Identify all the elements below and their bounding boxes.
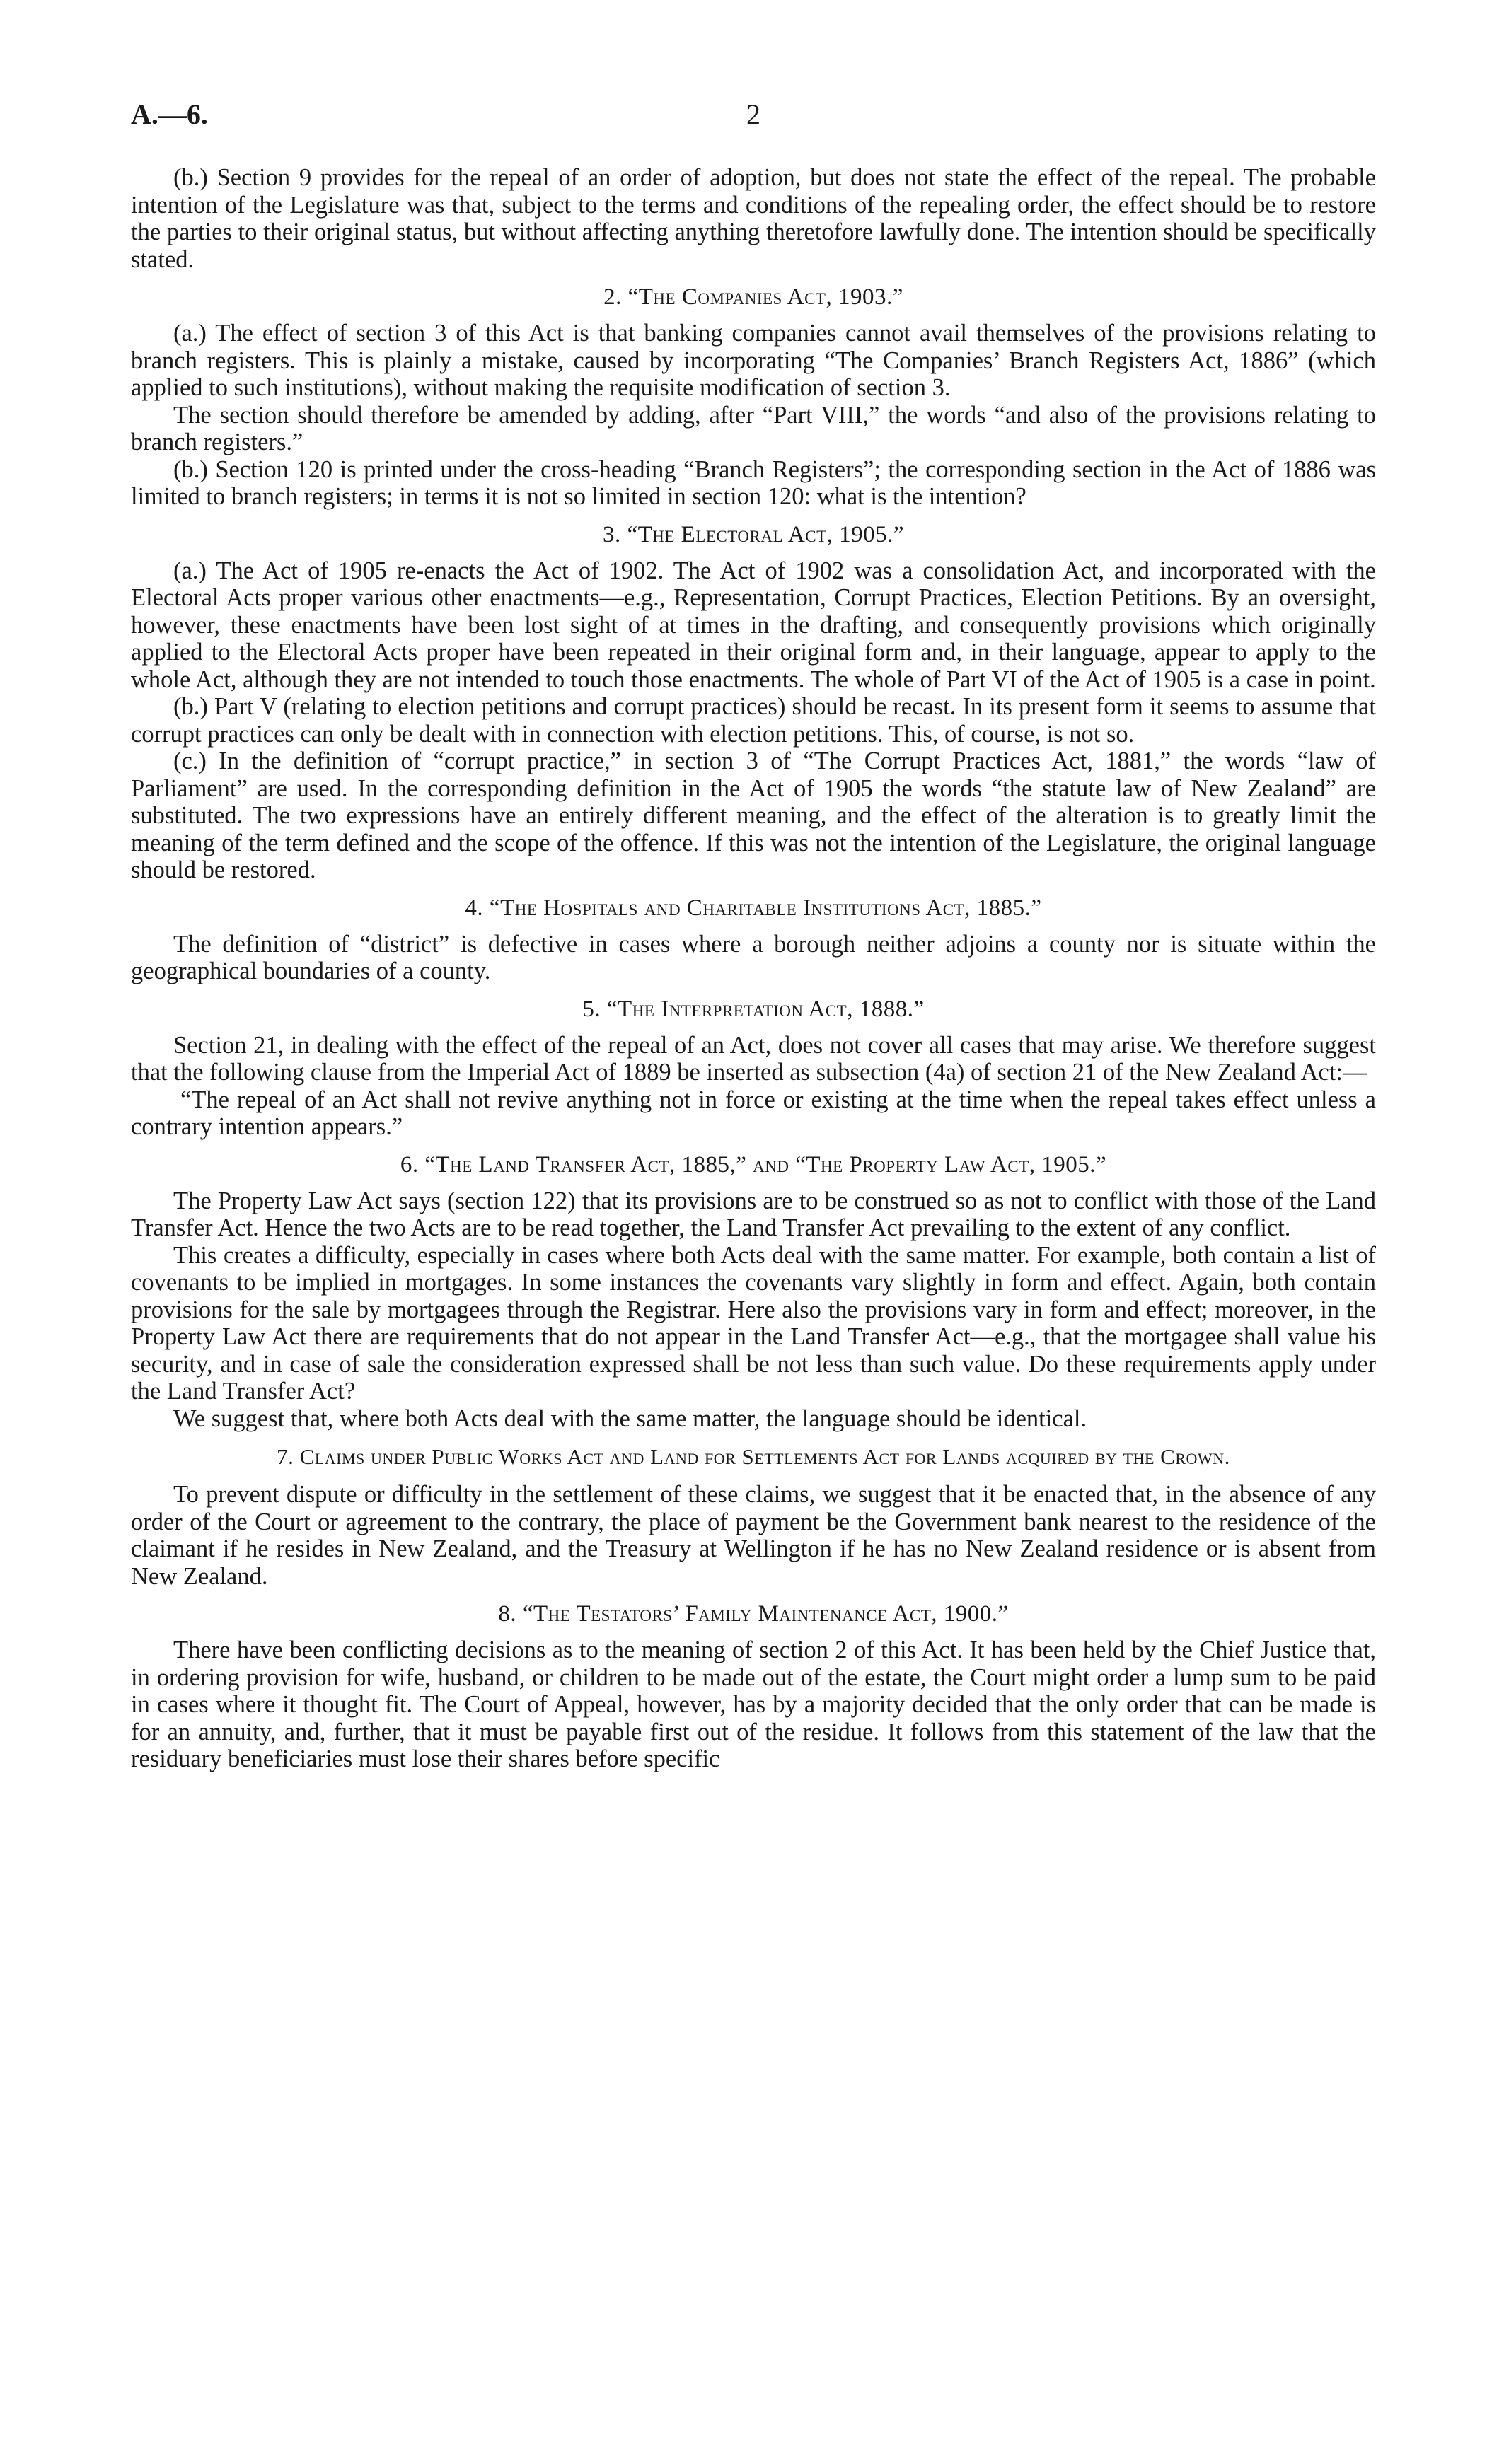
paragraph: (b.) Part V (relating to election petitions and corrupt practices) should be recast. In its present form it seems to assume that corrupt practices can only be dealt with in connection with election petitions. This, of course, is not so. — [131, 693, 1376, 748]
paragraph: (b.) Section 120 is printed under the cross-heading “Branch Registers”; the corresponding section in the Act of 1886 was limited to branch registers; in terms it is not so limited in section 120: what is the intention? — [131, 455, 1376, 510]
paragraph: There have been conflicting decisions as to the meaning of section 2 of this Act. It has been held by the Chief Justice that, in ordering provision for wife, husband, or children to be made out of the estate, the Court might order a lump sum to be paid in cases where it thought fit. The Court of Appeal, however, has by a majority decided that the only order that can be made is for an annuity, and, further, that it must be payable first out of the residue. It follows from this statement of the law that the residuary beneficiaries must lose their shares before specific — [131, 1637, 1376, 1772]
paragraph: The definition of “district” is defective in cases where a borough neither adjoins a county nor is situate within the geographical boundaries of a county. — [131, 930, 1376, 984]
section-heading: 2. “The Companies Act, 1903.” — [603, 284, 903, 310]
page-number: 2 — [746, 98, 760, 130]
paragraph: The section should therefore be amended by adding, after “Part VIII,” the words “and also of the provisions relating to branch registers.” — [131, 401, 1376, 455]
paragraph: Section 21, in dealing with the effect of the repeal of an Act, does not cover all cases that may arise. We therefore suggest that the following clause from the Imperial Act of 1889 be inserted as subsection (4a) of section 21 of the New Zealand Act:— — [131, 1031, 1376, 1086]
paragraph: We suggest that, where both Acts deal with the same matter, the language should be identical. — [173, 1405, 1087, 1432]
document-body — [131, 164, 1376, 1773]
paragraph: (b.) Section 9 provides for the repeal of an order of adoption, but does not state the effect of the repeal. The probable intention of the Legislature was that, subject to the terms and conditions of the repealing order, the effect should be to restore the parties to their original status, but without affecting anything theretofore lawfully done. The intention should be specifically stated. — [131, 164, 1376, 273]
paragraph: (c.) In the definition of “corrupt practice,” in section 3 of “The Corrupt Practices Act, 1881,” the words “law of Parliament” are used. In the corresponding definition in the Act of 1905 the words “the statute law of New Zealand” are substituted. The two expressions have an entirely different meaning, and the effect of the alteration is to greatly limit the meaning of the term defined and the scope of the offence. If this was not the intention of the Legislature, the original language should be restored. — [131, 748, 1376, 883]
section-heading: 8. “The Testators’ Family Maintenance Act, 1900.” — [498, 1601, 1009, 1627]
paragraph: This creates a difficulty, especially in cases where both Acts deal with the same matter. For example, both contain a list of covenants to be implied in mortgages. In some instances the covenants vary slightly in form and effect. Again, both contain provisions for the sale by mortgagees through the Registrar. Here also the provisions vary in form and effect; moreover, in the Property Law Act there are requirements that do not appear in the Land Transfer Act—e.g., that the mortgagee shall value his security, and in case of sale the consideration expressed shall be not less than such value. Do these requirements apply under the Land Transfer Act? — [131, 1241, 1376, 1405]
section-heading: 4. “The Hospitals and Charitable Institutions Act, 1885.” — [465, 895, 1042, 921]
paragraph: (a.) The Act of 1905 re-enacts the Act of 1902. The Act of 1902 was a consolidation Act, and incorporated with the Electoral Acts proper various other enactments—e.g., Representation, Corrupt Practices, Election Petitions. By an oversight, however, these enactments have been lost sight of at times in the drafting, and consequently provisions which originally applied to the Electoral Acts proper have been repeated in their original form and, in their language, appear to apply to the whole Act, although they are not intended to touch those enactments. The whole of Part VI of the Act of 1905 is a case in point. — [131, 557, 1376, 693]
running-head — [131, 98, 1376, 140]
section-heading: 6. “The Land Transfer Act, 1885,” and “The Property Law Act, 1905.” — [400, 1151, 1107, 1178]
document-reference: A.—6. — [131, 98, 208, 130]
document-page — [131, 0, 1376, 2464]
section-heading: 3. “The Electoral Act, 1905.” — [602, 521, 905, 547]
paragraph: To prevent dispute or difficulty in the settlement of these claims, we suggest that it be enacted that, in the absence of any order of the Court or agreement to the contrary, the place of payment be the Government bank nearest to the residence of the claimant if he resides in New Zealand, and the Treasury at Wellington if he has no New Zealand residence or is absent from New Zealand. — [131, 1481, 1376, 1590]
paragraph: The Property Law Act says (section 122) that its provisions are to be construed so as not to conflict with those of the Land Transfer Act. Hence the two Acts are to be read together, the Land Transfer Act prevailing to the extent of any conflict. — [131, 1187, 1376, 1241]
section-heading: 7. Claims under Public Works Act and Land for Settlements Act for Lands acquired by the Crown. — [277, 1444, 1230, 1469]
section-heading: 5. “The Interpretation Act, 1888.” — [582, 996, 925, 1022]
quoted-clause: “The repeal of an Act shall not revive anything not in force or existing at the time when the repeal takes effect unless a contrary intention appears.” — [131, 1086, 1376, 1140]
paragraph: (a.) The effect of section 3 of this Act is that banking companies cannot avail themselves of the provisions relating to branch registers. This is plainly a mistake, caused by incorporating “The Companies’ Branch Registers Act, 1886” (which applied to such institutions), without making the requisite modification of section 3. — [131, 320, 1376, 401]
